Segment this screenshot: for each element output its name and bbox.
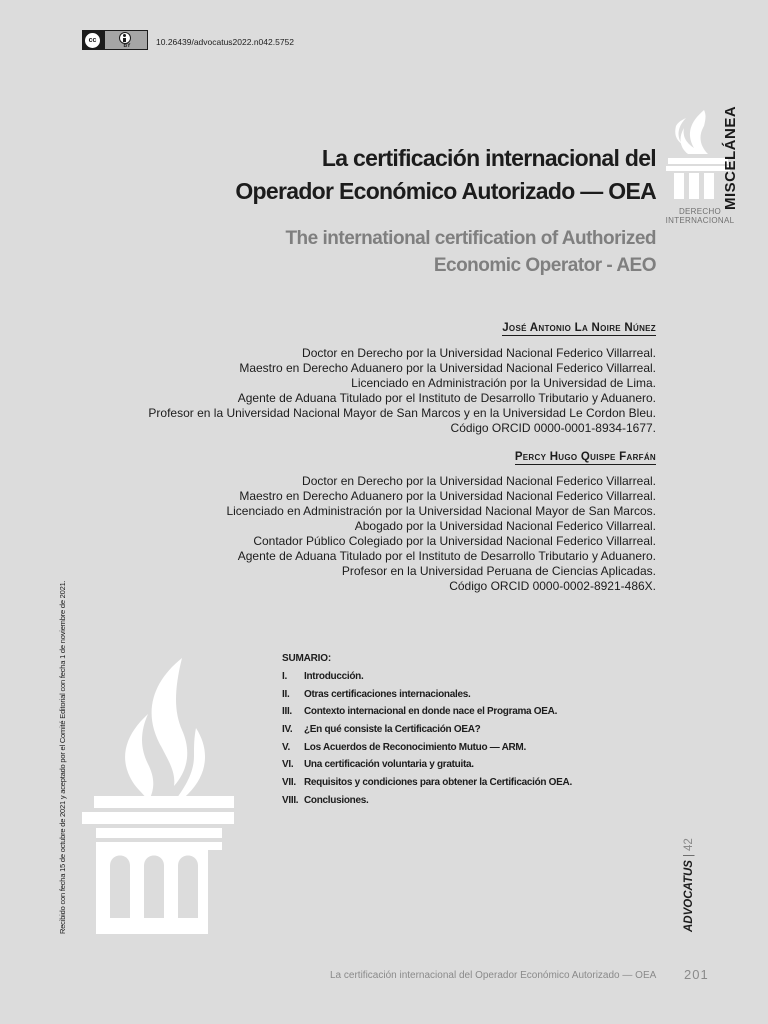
affiliation-line: Profesor en la Universidad Nacional Mayor de San Marcos y en la Universidad Le Cordon Bleu. [148, 406, 656, 420]
summary-item-number: III. [282, 706, 292, 718]
title-en-line1: The international certification of Authorized [285, 228, 656, 249]
author-name-1: José Antonio La Noire Núnez [502, 322, 656, 334]
summary-item-text: ¿En qué consiste la Certificación OEA? [304, 724, 481, 736]
section-sublabel [650, 207, 750, 225]
affiliation-line: Doctor en Derecho por la Universidad Nacional Federico Villarreal. [302, 474, 656, 488]
journal-name: ADVOCATUS [683, 860, 695, 932]
affiliation-line: Maestro en Derecho Aduanero por la Universidad Nacional Federico Villarreal. [239, 361, 656, 375]
journal-label-vertical [683, 838, 695, 932]
affiliation-line: Licenciado en Administración por la Universidad Nacional Mayor de San Marcos. [226, 504, 656, 518]
summary-title: SUMARIO: [282, 653, 331, 664]
summary-item [282, 741, 642, 759]
title-en-line2: Economic Operator - AEO [433, 255, 656, 276]
summary-item-number: VIII. [282, 794, 299, 806]
orcid-line: Código ORCID 0000-0001-8934-1677. [450, 421, 656, 435]
journal-separator: | [683, 854, 695, 858]
summary-item-number: VI. [282, 759, 294, 771]
summary-item [282, 723, 642, 741]
doi-text: 10.26439/advocatus2022.n042.5752 [156, 37, 295, 47]
title-es-line1: La certificación internacional del [321, 145, 656, 171]
title-es-line2: Operador Económico Autorizado — OEA [235, 178, 656, 204]
summary-item [282, 758, 642, 776]
summary-item-text: Una certificación voluntaria y gratuita. [304, 759, 474, 771]
summary-item [282, 705, 642, 723]
summary-item [282, 688, 642, 706]
by-area [105, 31, 147, 49]
journal-torch-logo-icon [78, 656, 236, 934]
summary-item-number: V. [282, 741, 290, 753]
cc-by-license-badge [82, 30, 148, 50]
affiliation-line: Agente de Aduana Titulado por el Instituto de Desarrollo Tributario y Aduanero. [237, 549, 656, 563]
author-affiliations-2 [96, 474, 656, 594]
summary-item-text: Requisitos y condiciones para obtener la Certificación OEA. [304, 777, 572, 789]
running-footer-title: La certificación internacional del Operador Económico Autorizado — OEA [330, 970, 657, 981]
section-sublabel-line1: DERECHO [678, 207, 722, 216]
summary-item [282, 670, 642, 688]
summary-item [282, 776, 642, 794]
summary-item-text: Los Acuerdos de Reconocimiento Mutuo — ARM. [304, 741, 526, 753]
summary-item-text: Contexto internacional en donde nace el Programa OEA. [304, 706, 558, 718]
summary-item [282, 794, 642, 812]
author-affiliations-1 [96, 346, 656, 436]
journal-issue: 42 [683, 838, 695, 852]
affiliation-line: Contador Público Colegiado por la Universidad Nacional Federico Villarreal. [253, 534, 656, 548]
affiliation-line: Maestro en Derecho Aduanero por la Universidad Nacional Federico Villarreal. [239, 489, 656, 503]
section-label-vertical [710, 105, 750, 210]
affiliation-line: Agente de Aduana Titulado por el Instituto de Desarrollo Tributario y Aduanero. [237, 391, 656, 405]
author-name-2: Percy Hugo Quispe Farfán [514, 451, 656, 463]
summary-item-text: Conclusiones. [304, 794, 369, 806]
summary-item-number: IV. [282, 724, 293, 736]
article-title-spanish [176, 142, 656, 208]
affiliation-line: Licenciado en Administración por la Universidad de Lima. [351, 376, 656, 390]
by-label: BY [123, 43, 131, 49]
page-number: 201 [684, 967, 709, 982]
affiliation-line: Profesor en la Universidad Peruana de Ciencias Aplicadas. [341, 564, 656, 578]
section-label: MISCELÁNEA [722, 105, 739, 210]
summary-item-number: II. [282, 688, 290, 700]
section-sublabel-line2: INTERNACIONAL [665, 216, 735, 225]
article-title-english [196, 225, 656, 279]
summary-item-text: Otras certificaciones internacionales. [304, 688, 471, 700]
cc-label: cc [88, 37, 97, 44]
affiliation-line: Abogado por la Universidad Nacional Federico Villarreal. [354, 519, 656, 533]
summary-item-number: I. [282, 671, 287, 682]
summary-item-text: Introducción. [304, 671, 364, 682]
cc-icon [85, 33, 100, 48]
received-note: Recibido con fecha 15 de octubre de 2021 y aceptado por el Comité Editorial con fecha 1 de noviembre de 2021. [58, 580, 67, 934]
summary-section [282, 652, 642, 812]
summary-item-number: VII. [282, 777, 296, 789]
affiliation-line: Doctor en Derecho por la Universidad Nacional Federico Villarreal. [302, 346, 656, 360]
orcid-line: Código ORCID 0000-0002-8921-486X. [449, 579, 656, 593]
